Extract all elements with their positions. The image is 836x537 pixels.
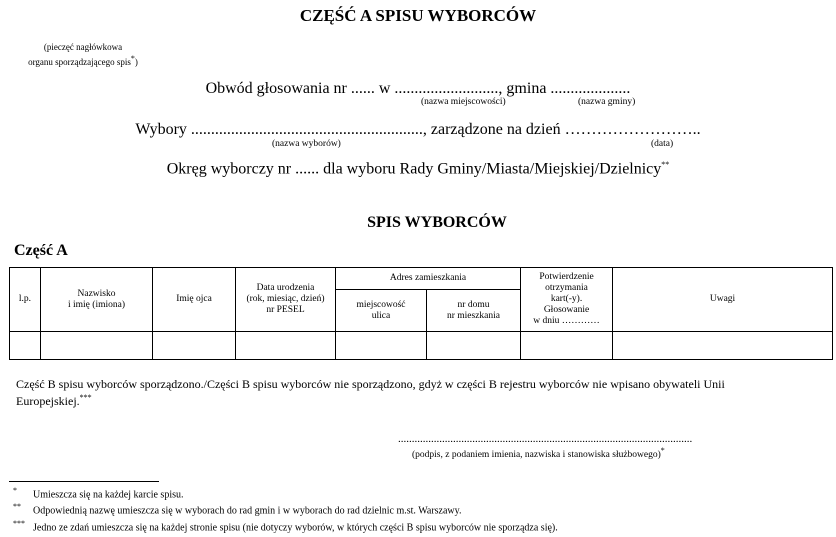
footnotes (13, 485, 558, 534)
constituency-line: Okręg wyborczy nr ...... dla wyboru Rady Gminy/Miasta/Miejskiej/Dzielnicy** (166, 160, 670, 178)
cell-father-name[interactable] (153, 332, 236, 360)
cell-remarks[interactable] (613, 332, 833, 360)
col-header-confirmation: Potwierdzenie otrzymania kart(-y). Głosowanie w dniu ………… (521, 268, 613, 332)
document-title: CZĘŚĆ A SPISU WYBORCÓW (299, 6, 537, 25)
part-label: Część A (14, 242, 68, 259)
col-header-lp: l.p. (10, 268, 41, 332)
cell-confirmation[interactable] (521, 332, 613, 360)
col-header-birth-date: Data urodzenia (rok, miesiąc, dzień) nr PESEL (236, 268, 336, 332)
signature-line: ........................................................................................................... (398, 433, 693, 445)
footnote-item: *** Jedno ze zdań umieszcza się na każdej stronie spisu (nie dotyczy wyborów, w których części B spisu wyborców nie sporządza się). (13, 518, 558, 533)
signature-caption: (podpis, z podaniem imienia, nazwiska i stanowiska służbowego)* (412, 446, 665, 461)
cell-birth-date[interactable] (236, 332, 336, 360)
hint-gmina-name: (nazwa gminy) (578, 97, 636, 107)
hint-place-name: (nazwa miejscowości) (421, 97, 506, 107)
cell-town-street[interactable] (336, 332, 427, 360)
hint-election-name: (nazwa wyborów) (272, 139, 341, 149)
part-b-statement: Część B spisu wyborców sporządzono./Części B spisu wyborców nie sporządzono, gdyż w części B rejestru wyborców nie wpisano obywateli Unii Europejskiej.*** (16, 377, 725, 408)
col-header-name: Nazwisko i imię (imiona) (41, 268, 153, 332)
cell-house-flat[interactable] (427, 332, 521, 360)
cell-name[interactable] (41, 332, 153, 360)
elections-line: Wybory .........................................................., zarządzone na dzień …………………….. (135, 121, 701, 138)
col-header-house-flat: nr domu nr mieszkania (427, 290, 521, 332)
stamp-line-1: (pieczęć nagłówkowa (43, 42, 123, 52)
col-header-address: Adres zamieszkania (336, 268, 521, 290)
col-header-remarks: Uwagi (613, 268, 833, 332)
footnote-item: ** Odpowiednią nazwę umieszcza się w wyborach do rad gmin i w wyborach do rad dzielnic m.st. Warszawy. (13, 502, 462, 517)
table-header-row (10, 268, 833, 290)
list-title: SPIS WYBORCÓW (367, 214, 507, 231)
stamp-line-2: organu sporządzającego spis*) (28, 54, 138, 67)
footnote-divider (9, 481, 159, 482)
footnote-item: * Umieszcza się na każdej karcie spisu. (13, 486, 184, 501)
voters-table (9, 267, 833, 360)
hint-date: (data) (651, 139, 674, 149)
stamp-placeholder (14, 42, 152, 68)
col-header-town-street: miejscowość ulica (336, 290, 427, 332)
table-row (10, 332, 833, 360)
district-line: Obwód głosowania nr ...... w .........................., gmina .................... (205, 80, 631, 97)
cell-lp[interactable] (10, 332, 41, 360)
col-header-father-name: Imię ojca (153, 268, 236, 332)
